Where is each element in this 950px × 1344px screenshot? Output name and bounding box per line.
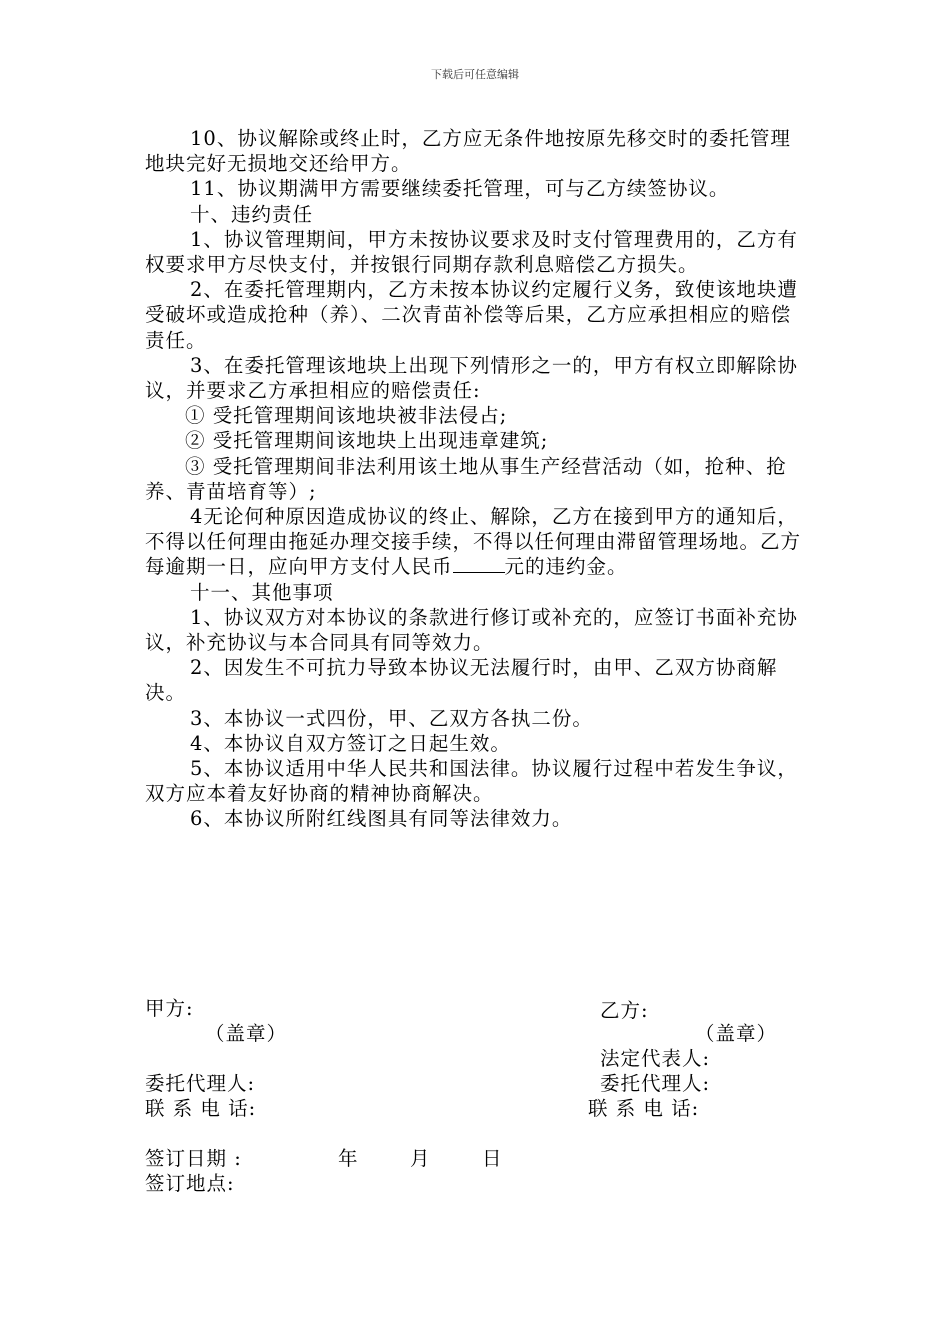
party-b-agent: 委托代理人: — [600, 1072, 711, 1095]
penalty-amount-blank — [453, 555, 505, 573]
party-a-label: 甲方: — [145, 997, 194, 1020]
section-10-item-4-suffix: 元的违约金。 — [504, 555, 628, 579]
clause-11: 11、协议期满甲方需要继续委托管理，可与乙方续签协议。 — [190, 177, 730, 201]
section-10-item-4 — [145, 504, 810, 580]
party-a-phone: 联 系 电 话: — [145, 1097, 257, 1120]
party-b-seal: （盖章） — [695, 1022, 778, 1045]
section-10-item-3: 3、在委托管理该地块上出现下列情形之一的，甲方有权立即解除协议，并要求乙方承担相应的赔偿责任: — [145, 353, 798, 403]
sign-date-day: 日 — [482, 1147, 503, 1170]
sign-place-label: 签订地点: — [145, 1172, 235, 1195]
party-b-label: 乙方: — [600, 999, 649, 1022]
section-10-item-1: 1、协议管理期间，甲方未按协议要求及时支付管理费用的，乙方有权要求甲方尽快支付，并按银行同期存款利息赔偿乙方损失。 — [145, 227, 798, 277]
sign-date-year: 年 — [338, 1147, 359, 1170]
party-b-legal-rep: 法定代表人: — [600, 1047, 711, 1070]
page-header: 下载后可任意编辑 — [431, 68, 519, 81]
section-10-item-3-c: ③ 受托管理期间非法利用该土地从事生产经营活动（如，抢种、抢养、青苗培育等）; — [145, 454, 787, 503]
section-11-item-2: 2、因发生不可抗力导致本协议无法履行时，由甲、乙双方协商解决。 — [145, 656, 778, 705]
party-a-seal: （盖章） — [205, 1022, 288, 1045]
party-b-phone: 联 系 电 话: — [588, 1097, 700, 1120]
section-10-item-4-text: 4无论何种原因造成协议的终止、解除，乙方在接到甲方的通知后，不得以任何理由拖延办理交接手续，不得以任何理由滞留管理场地。乙方每逾期一日，应向甲方支付人民币 — [145, 505, 802, 579]
sign-date-label: 签订日期 : — [145, 1147, 242, 1170]
section-10-item-3-a: ① 受托管理期间该地块被非法侵占; — [185, 404, 508, 428]
clause-10: 10、协议解除或终止时，乙方应无条件地按原先移交时的委托管理地块完好无损地交还给甲方。 — [145, 127, 791, 176]
sign-date-month: 月 — [410, 1147, 431, 1170]
party-a-agent: 委托代理人: — [145, 1072, 256, 1095]
section-11-item-5: 5、本协议适用中华人民共和国法律。协议履行过程中若发生争议，双方应本着友好协商的精神协商解决。 — [145, 757, 798, 806]
section-10-item-3-b: ② 受托管理期间该地块上出现违章建筑; — [185, 429, 549, 453]
section-10-item-2: 2、在委托管理期内，乙方未按本协议约定履行义务，致使该地块遭受破坏或造成抢种（养）、二次青苗补偿等后果，乙方应承担相应的赔偿责任。 — [145, 278, 798, 352]
section-11-item-1: 1、协议双方对本协议的条款进行修订或补充的，应签订书面补充协议，补充协议与本合同具有同等效力。 — [145, 605, 798, 655]
section-11-item-6: 6、本协议所附红线图具有同等法律效力。 — [190, 807, 573, 831]
section-11-item-3: 3、本协议一式四份，甲、乙双方各执二份。 — [190, 706, 593, 730]
section-11-item-4: 4、本协议自双方签订之日起生效。 — [190, 731, 511, 755]
section-11-title: 十一、其他事项 — [190, 580, 334, 604]
contract-body — [145, 126, 810, 832]
section-10-title: 十、违约责任 — [190, 202, 314, 226]
